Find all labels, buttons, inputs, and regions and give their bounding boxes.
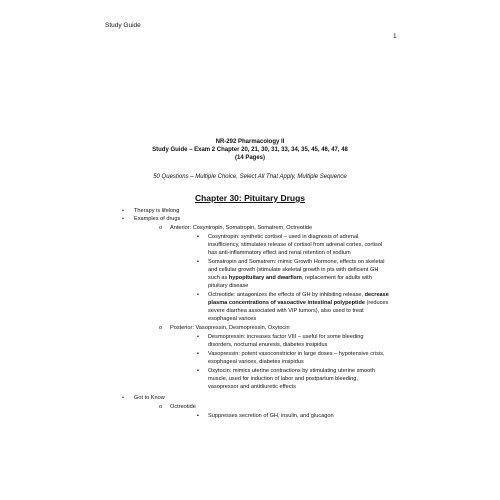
document-page: Study Guide 1 NR-292 Pharmacology II Study Guide – Exam 2 Chapter 20, 21, 30, 31, 33, 34, 35, 45, 46, 47, 48 (14 Pages) 50 Questions – Multiple Choice, Select All That Apply, Multiple Sequence Chapter 30: Pituitary Drugs • Therapy is lifelong • Examples of drugs o Anterior: Cosyntropin, Somatropin, Somatrem, Octreotide ▪ Cosyntropin: synthetic cortisol – used in diagnosis of adrenal insufficiency, stimulates release of cortisol from adrenal cortex, cortisol has anti-inflammatory effect and renal retention of sodium ▪ Somatropin and Somatrem: mimic Growth Hormone, effects on skeletal and cellular growth (stimulate skeletal growth in pts with deficient GH such as hypopituitary and dwarfism, replacement for adults with pituitary disease ▪ Octreotide: antagonizes the effects of GH by inhibiting release, decrease plasma concentrations of vasoactive intestinal polypeptide (reduces severe diarrhea associated with VIP tumors), also used to treat esophageal varices o Posterior: Vasopressin, Desmopressin, Oxytocin ▪ Desmopressin: increases factor VIII – useful for some bleeding disorders, nocturnal enuresis, diabetes insipidus ▪ Vasopressin: potent vasoconstrictor in large doses – hypotensive crisis, esophageal varices, diabetes insipidus ▪ Oxytocin: mimics uterine contractions by stimulating uterine smooth muscle, used for induction of labor and postpartum bleeding, vasopressor and antidiuretic effects • Got to Know o Octreotide ▪ Suppresses secretion of GH, insulin, and glucagon bbox=[0, 0, 500, 500]
square-bullet-icon: ▪ bbox=[197, 334, 199, 340]
text-line: such as hypopituitary and dwarfism, replacement for adults with bbox=[208, 275, 372, 281]
text-line: insufficiency, stimulates release of cortisol from adrenal cortex, cortisol bbox=[208, 242, 383, 248]
bullet-icon: • bbox=[122, 208, 124, 214]
text-line: muscle, used for induction of labor and postpartum bleeding, bbox=[208, 376, 358, 382]
text-line: has anti-inflammatory effect and renal retention of sodium bbox=[208, 250, 351, 256]
square-bullet-icon: ▪ bbox=[197, 351, 199, 357]
chapter-heading: Chapter 30: Pituitary Drugs bbox=[194, 193, 306, 203]
text-line: plasma concentrations of vasoactive intestinal polypeptide (reduces bbox=[208, 300, 389, 306]
course-title: NR-292 Pharmacology II bbox=[215, 139, 285, 145]
text-line: vasopressor and antidiuretic effects bbox=[208, 384, 296, 390]
page-count: (14 Pages) bbox=[234, 155, 265, 161]
bullet-icon: • bbox=[122, 216, 124, 222]
text-line: pituitary disease bbox=[208, 283, 249, 289]
text-line: and cellular growth (stimulate skeletal growth in pts with deficient GH bbox=[208, 267, 379, 273]
circle-bullet-icon: o bbox=[159, 325, 163, 331]
text-line: esophageal varices, diabetes insipidus bbox=[208, 359, 304, 365]
square-bullet-icon: ▪ bbox=[197, 234, 199, 240]
running-header: Study Guide bbox=[105, 22, 141, 29]
question-format-note: 50 Questions – Multiple Choice, Select All That Apply, Multiple Sequence bbox=[153, 174, 347, 180]
page-number: 1 bbox=[393, 33, 397, 40]
bullet-icon: • bbox=[122, 395, 124, 401]
square-bullet-icon: ▪ bbox=[197, 292, 199, 298]
square-bullet-icon: ▪ bbox=[197, 413, 199, 419]
square-bullet-icon: ▪ bbox=[197, 259, 199, 265]
text-line: severe diarrhea associated with VIP tumors), also used to treat bbox=[208, 308, 364, 314]
circle-bullet-icon: o bbox=[159, 225, 163, 231]
circle-bullet-icon: o bbox=[159, 404, 163, 410]
exam-title: Study Guide – Exam 2 Chapter 20, 21, 30, 31, 33, 34, 35, 45, 46, 47, 48 bbox=[152, 147, 348, 153]
title-block bbox=[0, 138, 500, 162]
square-bullet-icon: ▪ bbox=[197, 368, 199, 374]
text-line: esophageal varices bbox=[208, 316, 257, 322]
text-line: disorders, nocturnal enuresis, diabetes insipidus bbox=[208, 342, 328, 348]
